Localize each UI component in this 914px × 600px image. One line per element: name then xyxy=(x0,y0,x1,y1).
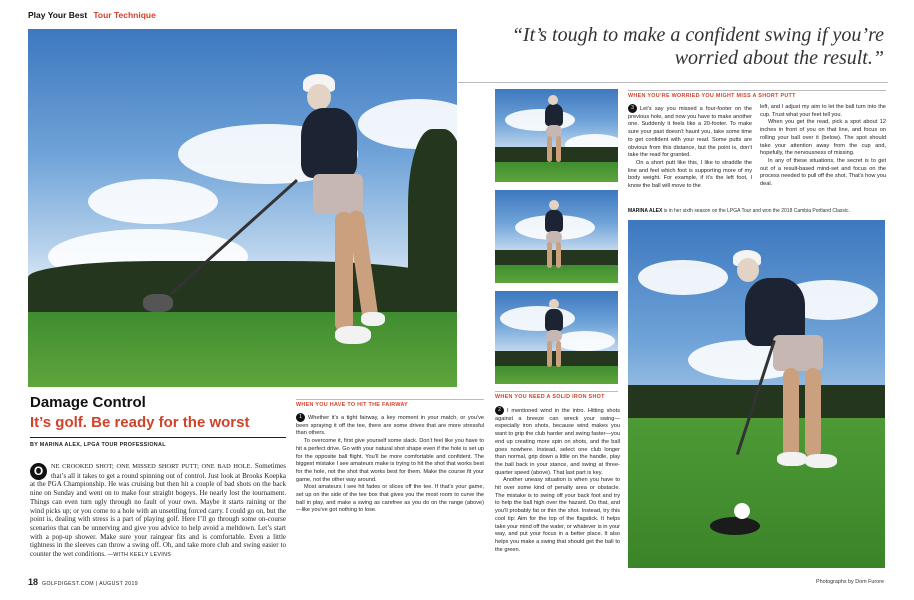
section-text-short-putt-col1: 3 Let’s say you missed a four-footer on the previous hole, and now you have to make another one. Suddenly it feels like a 20-footer. To make sure your past doesn’t haunt you, take some time to get confident with your read. Some putts are obvious from this distance, but the point is, don’t take the read for granted. On a short putt like this, I like to straddle the line and feel which foot is supporting more of my body weight. For example, if it’s the left foot, I know the ball will move to the xyxy=(628,105,752,190)
section-text-fairway: 1 Whether it’s a tight fairway, a key moment in your match, or you’ve been spraying it off the tee, there are some drives that are more stressful than others. To overcome it, first give yourself some slack. Don’t feel like you have to hit a perfect drive. Go with your natural shot shape even if the hole is set up for the opposite ball flight. You’ll be more comfortable and confident. The biggest mistake I see amateurs make is trying to hit the shot that works best for the hole, not the shot that works best for them. Make the course fit your game, not the other way around. Most amateurs I see hit fades or slices off the tee. If that’s your game, set up on the side of the tee box that gives you the most room to curve the ball in play, and make a swing as carefree as you do on the range (above)—like you’ve got nothing to lose. xyxy=(296,414,484,514)
section-label-iron-shot: WHEN YOU NEED A SOLID IRON SHOT xyxy=(495,394,605,400)
sequence-photo-1 xyxy=(495,89,618,182)
step-number-1: 1 xyxy=(296,413,305,422)
section-text-iron-shot: 2 I mentioned wind in the intro. Hitting shots against a breeze can wreck your swing—especially iron shots, because wind makes you want to grip the club harder and swing faster—you end up creating more spin on shots, and the ball goes nowhere. Instead, select one club longer than normal, grip down a little on the handle, play the ball back in your stance, and swing at three-quarter speed (above). That last part is key. Another uneasy situation is when you have to hit over some kind of penalty area or obstacle. The mistake is to swing off your back foot and try to help the ball high over the hazard. Do that, and you’ll probably fat or thin the shot. Instead, try this cool tip: Aim for the top of the flagstick. It helps take your mind off the water, or whatever is in your way, and put your focus in a better place. It also helps you make a swing that should get the ball to the green. xyxy=(495,407,620,553)
step-number-2: 2 xyxy=(495,406,504,415)
article-subtitle: It’s golf. Be ready for the worst xyxy=(30,414,250,431)
hero-photo-drive xyxy=(28,29,457,387)
page-number: 18 xyxy=(28,577,39,587)
sequence-photo-2 xyxy=(495,190,618,283)
photo-putting xyxy=(628,220,885,568)
photo-caption: MARINA ALEX is in her sixth season on the LPGA Tour and won the 2018 Cambia Portland Classic. xyxy=(628,208,850,214)
golfer-driving xyxy=(283,74,403,364)
photo-credit: Photographs by Dom Furore xyxy=(815,579,884,585)
page-header xyxy=(28,10,156,20)
publication-info: GOLFDIGEST.COM | AUGUST 2019 xyxy=(42,581,139,587)
section-name: Play Your Best xyxy=(28,10,88,20)
page-folio xyxy=(28,577,138,587)
article-byline: BY MARINA ALEX, LPGA TOUR PROFESSIONAL xyxy=(30,442,166,448)
article-title: Damage Control xyxy=(30,394,146,411)
article-intro: O NE CROOKED SHOT; ONE MISSED SHORT PUTT; ONE BAD HOLE. Sometimes that’s all it takes to get a round spinning out of control. Just look at Brooks Koepka at the PGA Championship. He was cruising but then hit a couple of bad shots on the back nine on Sunday and went on to make four straight bogeys. He nearly lost the tournament. Things can even turn ugly through no fault of your own. Maybe it starts raining or the wind picks up; or you come to a hole with an unsettling forced carry. I could go on, but the point is, dealing with stress is a part of playing golf. Here I’ll go through some on-course scenarios that can be unnerving and give you advice to help avoid a meltdown. Let’s start with a pop-up shower. Make sure your raingear fits and is comfortable. Even a little tightness in the sleeves can throw a swing off. Oh, and take more club and swing easier to counter the wet conditions. —WITH KEELY LEVINS xyxy=(30,462,286,559)
section-text-short-putt-col2: left, and I adjust my aim to let the ball turn into the cup. Trust what your feet tell you. When you get the read, pick a spot about 12 inches in front of you on that line, and focus on rolling your ball over it (below). The spot should take your attention away from the cup and, hopefully, the nervousness of missing. In any of these situations, the secret is to get out of a result-based mind-set and focus on the process needed to pull off the shot. That’s how you deal. xyxy=(760,104,886,188)
section-label-short-putt: WHEN YOU’RE WORRIED YOU MIGHT MISS A SHORT PUTT xyxy=(628,93,796,99)
drop-cap: O xyxy=(30,463,47,480)
section-label-fairway: WHEN YOU HAVE TO HIT THE FAIRWAY xyxy=(296,402,409,408)
sequence-photo-3 xyxy=(495,291,618,384)
step-number-3: 3 xyxy=(628,104,637,113)
subsection-name: Tour Technique xyxy=(93,10,156,20)
pull-quote: “It’s tough to make a confident swing if you’re worried about the result.” xyxy=(511,24,884,69)
